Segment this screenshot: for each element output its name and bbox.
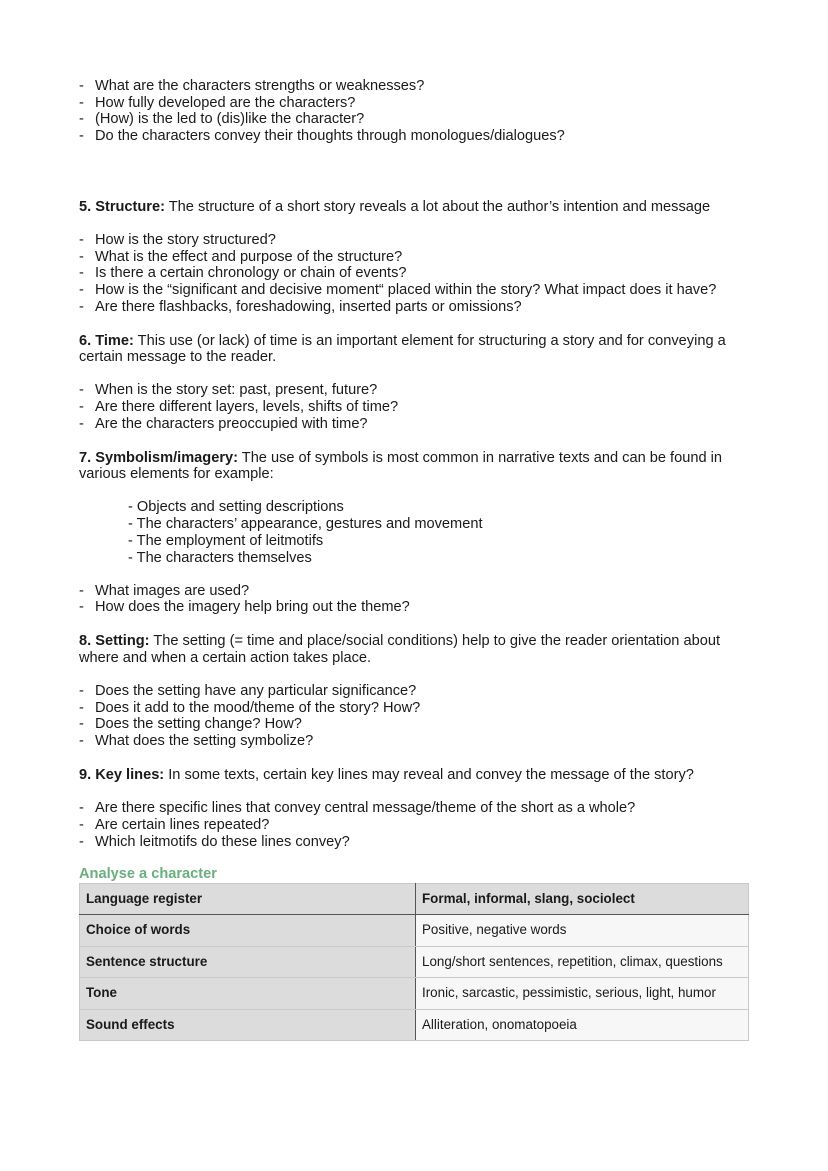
list-item <box>79 249 759 266</box>
table-cell: Formal, informal, slang, sociolect <box>416 883 749 915</box>
section-time-heading <box>79 333 759 366</box>
list-item <box>79 128 759 145</box>
table-cell: Tone <box>80 978 416 1010</box>
list-item <box>79 265 759 282</box>
section-symbolism-heading <box>79 450 759 483</box>
list-item-text: What does the setting symbolize? <box>95 733 314 750</box>
list-item-text: How fully developed are the characters? <box>95 94 356 111</box>
list-item-text: Does it add to the mood/theme of the story? How? <box>95 699 421 716</box>
table-cell: Choice of words <box>80 915 416 947</box>
dash-bullet: - <box>79 94 84 111</box>
list-item <box>79 299 759 316</box>
section-setting-heading <box>79 633 759 666</box>
list-item <box>79 416 759 433</box>
section-title: 5. Structure: <box>79 198 165 215</box>
list-item: - The characters themselves <box>128 549 312 566</box>
section-title: 8. Setting: <box>79 633 150 650</box>
section-title: 6. Time: <box>79 332 134 349</box>
table-row <box>80 1009 749 1041</box>
table-cell: Language register <box>80 883 416 915</box>
section-text: The setting (= time and place/social conditions) help to give the reader orientation about where and when a certain action takes place. <box>79 633 720 666</box>
dash-bullet: - <box>79 699 84 716</box>
dash-bullet: - <box>79 265 84 282</box>
section-text: The use of symbols is most common in narrative texts and can be found in various elements for example: <box>79 449 722 483</box>
key-lines-questions-list <box>79 800 759 850</box>
table-header-row <box>80 883 749 915</box>
list-item <box>79 399 759 416</box>
list-item <box>79 683 759 700</box>
list-item <box>79 834 759 851</box>
list-item-text: How is the “significant and decisive moment“ placed within the story? What impact does it have? <box>95 282 717 299</box>
section-structure-heading <box>79 199 759 216</box>
dash-bullet: - <box>79 816 84 833</box>
structure-questions-list <box>79 232 759 316</box>
list-item <box>79 817 759 834</box>
dash-bullet: - <box>79 683 84 700</box>
table-row <box>80 915 749 947</box>
list-item: - The employment of leitmotifs <box>128 532 324 549</box>
list-item <box>79 282 759 299</box>
dash-bullet: - <box>79 128 84 145</box>
list-item-text: Do the characters convey their thoughts through monologues/dialogues? <box>95 128 565 145</box>
table-cell: Positive, negative words <box>416 915 749 947</box>
list-item-text: What images are used? <box>95 582 250 599</box>
list-item-text: Does the setting change? How? <box>95 716 302 733</box>
list-item-text: Are the characters preoccupied with time? <box>95 415 368 432</box>
list-item <box>79 382 759 399</box>
dash-bullet: - <box>79 415 84 432</box>
table-cell: Sound effects <box>80 1009 416 1041</box>
dash-bullet: - <box>79 800 84 817</box>
dash-bullet: - <box>79 382 84 399</box>
dash-bullet: - <box>79 399 84 416</box>
list-item-text: Is there a certain chronology or chain of events? <box>95 265 407 282</box>
section-text: In some texts, certain key lines may reveal and convey the message of the story? <box>164 766 694 783</box>
character-questions-list <box>79 78 759 145</box>
list-item-text: How is the story structured? <box>95 232 276 249</box>
dash-bullet: - <box>79 298 84 315</box>
table-cell: Ironic, sarcastic, pessimistic, serious, light, humor <box>416 978 749 1010</box>
time-questions-list <box>79 382 759 432</box>
section-text: This use (or lack) of time is an important element for structuring a story and for conveying a certain message to the reader. <box>79 332 726 366</box>
list-item-text: Which leitmotifs do these lines convey? <box>95 833 350 850</box>
section-key-lines-heading <box>79 767 759 784</box>
list-item <box>79 800 759 817</box>
dash-bullet: - <box>79 78 84 94</box>
symbolism-questions-list <box>79 583 759 616</box>
setting-questions-list <box>79 683 759 750</box>
symbolism-elements-list <box>79 499 759 566</box>
dash-bullet: - <box>79 582 84 599</box>
section-title: 7. Symbolism/imagery: <box>79 449 238 466</box>
list-item-text: Are certain lines repeated? <box>95 816 270 833</box>
list-item-text: What are the characters strengths or weaknesses? <box>95 78 425 94</box>
list-item: - Objects and setting descriptions <box>128 499 344 516</box>
list-item-text: (How) is the led to (dis)like the character? <box>95 111 365 128</box>
list-item <box>79 733 759 750</box>
list-item: - The characters’ appearance, gestures and movement <box>128 516 483 533</box>
dash-bullet: - <box>79 232 84 249</box>
table-title: Analyse a character <box>79 866 217 883</box>
list-item-text: Are there flashbacks, foreshadowing, inserted parts or omissions? <box>95 298 522 315</box>
table-row <box>80 946 749 978</box>
dash-bullet: - <box>79 248 84 265</box>
list-item <box>79 716 759 733</box>
list-item-text: When is the story set: past, present, future? <box>95 382 378 399</box>
document-content <box>79 78 759 1041</box>
list-item-text: Are there specific lines that convey central message/theme of the short as a whole? <box>95 800 636 817</box>
list-item <box>79 599 759 616</box>
list-item-text: Does the setting have any particular significance? <box>95 683 417 700</box>
dash-bullet: - <box>79 599 84 616</box>
dash-bullet: - <box>79 282 84 299</box>
table-cell: Long/short sentences, repetition, climax, questions <box>416 946 749 978</box>
list-item <box>79 95 759 112</box>
character-analysis-table <box>79 883 749 1042</box>
list-item <box>79 700 759 717</box>
list-item-text: What is the effect and purpose of the structure? <box>95 248 403 265</box>
list-item-text: Are there different layers, levels, shifts of time? <box>95 399 399 416</box>
table-cell: Sentence structure <box>80 946 416 978</box>
dash-bullet: - <box>79 733 84 750</box>
section-text: The structure of a short story reveals a lot about the author’s intention and message <box>164 198 711 215</box>
list-item <box>79 111 759 128</box>
dash-bullet: - <box>79 111 84 128</box>
section-title: 9. Key lines: <box>79 766 165 783</box>
list-item <box>79 78 759 95</box>
table-row <box>80 978 749 1010</box>
dash-bullet: - <box>79 716 84 733</box>
list-item <box>79 232 759 249</box>
table-cell: Alliteration, onomatopoeia <box>416 1009 749 1041</box>
list-item <box>79 583 759 600</box>
dash-bullet: - <box>79 833 84 850</box>
list-item-text: How does the imagery help bring out the theme? <box>95 599 410 616</box>
